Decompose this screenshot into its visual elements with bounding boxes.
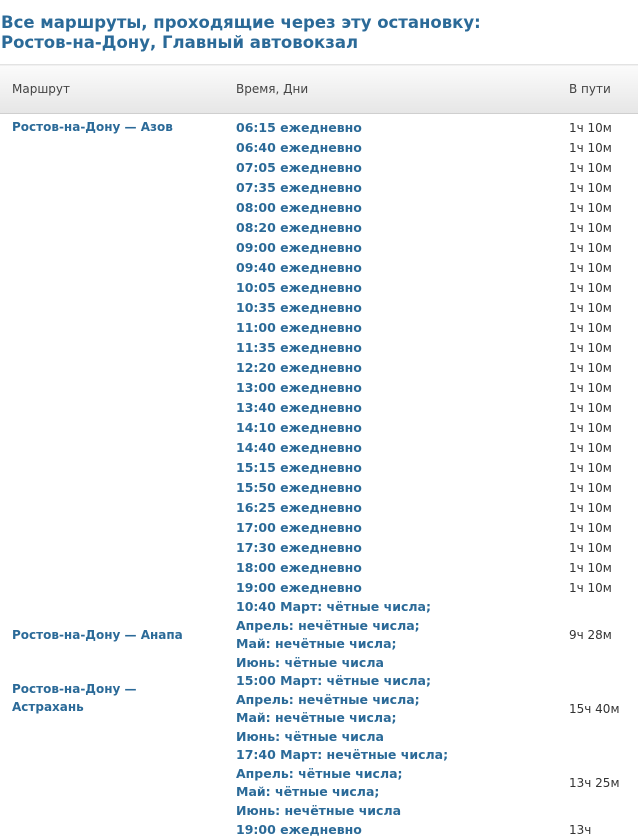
trip-duration: 1ч 10м [556,398,638,418]
departure-time: 09:00 ежедневно [236,238,556,258]
trip-duration: 15ч 40м [556,672,638,746]
trip-duration: 1ч 10м [556,218,638,238]
departure-time: 11:00 ежедневно [236,318,556,338]
departure-time: 18:00 ежедневно [236,558,556,578]
trip-duration: 1ч 10м [556,378,638,398]
trip-duration: 13ч 25м [556,746,638,820]
page-title-line-2: Ростов-на-Дону, Главный автовокзал [1,33,358,52]
column-header-duration[interactable]: В пути [556,65,638,114]
departure-time: 19:00 ежедневно [236,578,556,598]
routes-table [0,64,638,840]
schedule-line: 10:40 Март: чётные числа; [236,599,431,614]
table-row [0,118,638,138]
trip-duration: 1ч 10м [556,358,638,378]
departure-time: 08:00 ежедневно [236,198,556,218]
routes-table-body [0,114,638,840]
departure-schedule [236,598,556,672]
schedule-line: Июнь: чётные числа [236,729,384,744]
table-header [0,65,638,114]
trip-duration: 1ч 10м [556,338,638,358]
route-name-line: Астрахань [12,700,84,714]
schedule-line: Апрель: нечётные числа; [236,618,420,633]
departure-time: 13:40 ежедневно [236,398,556,418]
trip-duration: 13ч [556,820,638,840]
departure-time: 09:40 ежедневно [236,258,556,278]
departure-time: 07:05 ежедневно [236,158,556,178]
departure-time: 06:15 ежедневно [236,118,556,138]
departure-time: 19:00 ежедневно [236,820,556,840]
column-header-route[interactable]: Маршрут [0,65,236,114]
trip-duration: 9ч 28м [556,598,638,672]
departure-time: 14:40 ежедневно [236,438,556,458]
departure-time: 17:30 ежедневно [236,538,556,558]
departure-schedule [236,672,556,746]
table-row [0,598,638,672]
trip-duration: 1ч 10м [556,498,638,518]
trip-duration: 1ч 10м [556,518,638,538]
trip-duration: 1ч 10м [556,298,638,318]
trip-duration: 1ч 10м [556,158,638,178]
departure-time: 15:15 ежедневно [236,458,556,478]
schedule-line: Май: нечётные числа; [236,710,397,725]
schedule-line: Май: нечётные числа; [236,636,397,651]
trip-duration: 1ч 10м [556,478,638,498]
schedule-line: 17:40 Март: нечётные числа; [236,747,448,762]
trip-duration: 1ч 10м [556,578,638,598]
trip-duration: 1ч 10м [556,538,638,558]
schedule-line: Июнь: чётные числа [236,655,384,670]
schedule-line: Май: чётные числа; [236,784,379,799]
trip-duration: 1ч 10м [556,458,638,478]
departure-time: 11:35 ежедневно [236,338,556,358]
schedule-line: Июнь: нечётные числа [236,803,401,818]
departure-time: 10:35 ежедневно [236,298,556,318]
trip-duration: 1ч 10м [556,178,638,198]
route-name-azov[interactable]: Ростов-на-Дону — Азов [0,118,236,598]
departure-time: 15:50 ежедневно [236,478,556,498]
schedule-line: 15:00 Март: чётные числа; [236,673,431,688]
departure-time: 12:20 ежедневно [236,358,556,378]
trip-duration: 1ч 10м [556,438,638,458]
trip-duration: 1ч 10м [556,138,638,158]
page-title-line-1: Все маршруты, проходящие через эту остановку: [1,13,481,32]
schedule-line: Апрель: чётные числа; [236,766,403,781]
departure-time: 08:20 ежедневно [236,218,556,238]
route-name-anapa[interactable]: Ростов-на-Дону — Анапа [0,598,236,672]
column-header-time[interactable]: Время, Дни [236,65,556,114]
trip-duration: 1ч 10м [556,118,638,138]
route-name-astrakhan[interactable] [0,672,236,840]
trip-duration: 1ч 10м [556,258,638,278]
trip-duration: 1ч 10м [556,278,638,298]
trip-duration: 1ч 10м [556,318,638,338]
trip-duration: 1ч 10м [556,238,638,258]
departure-schedule [236,746,556,820]
page-title [0,0,638,53]
departure-time: 06:40 ежедневно [236,138,556,158]
departure-time: 10:05 ежедневно [236,278,556,298]
departure-time: 14:10 ежедневно [236,418,556,438]
trip-duration: 1ч 10м [556,198,638,218]
departure-time: 07:35 ежедневно [236,178,556,198]
route-name-line: Ростов-на-Дону — [12,682,137,696]
schedule-line: Апрель: нечётные числа; [236,692,420,707]
departure-time: 16:25 ежедневно [236,498,556,518]
trip-duration: 1ч 10м [556,418,638,438]
departure-time: 17:00 ежедневно [236,518,556,538]
table-row [0,672,638,746]
departure-time: 13:00 ежедневно [236,378,556,398]
trip-duration: 1ч 10м [556,558,638,578]
